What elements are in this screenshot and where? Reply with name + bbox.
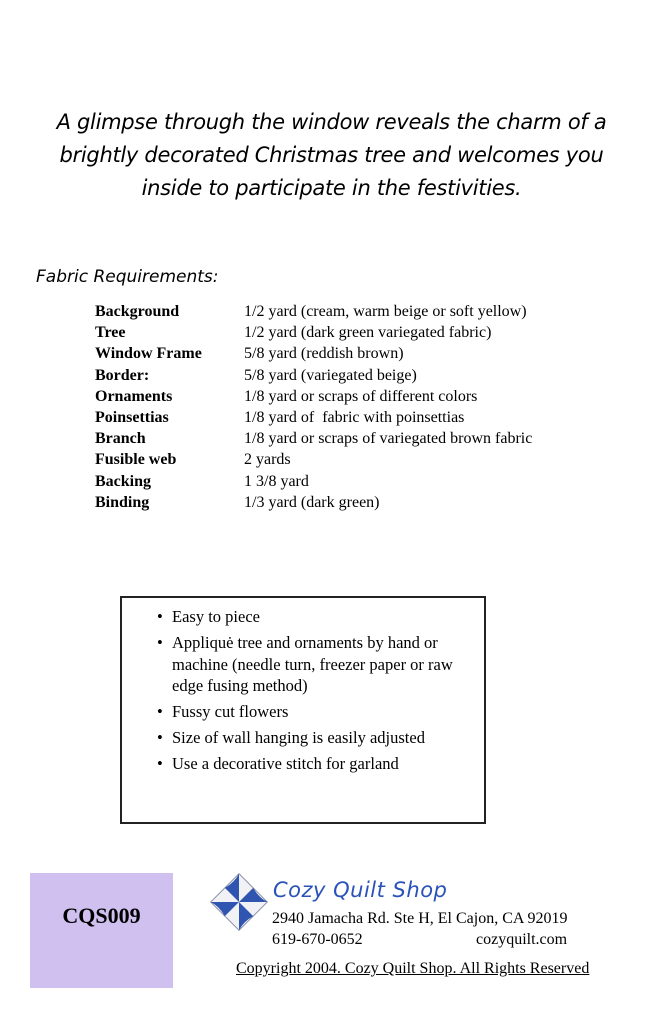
requirement-row	[95, 471, 532, 492]
requirement-amount: 2 yards	[244, 451, 291, 469]
pattern-code-box	[30, 873, 173, 988]
requirement-amount: 1/3 yard (dark green)	[244, 493, 380, 511]
requirement-row	[95, 407, 532, 428]
intro-line: brightly decorated Christmas tree and welcomes you	[59, 143, 604, 167]
requirement-name: Window Frame	[95, 345, 202, 363]
requirement-row	[95, 492, 532, 513]
fabric-requirements-heading: Fabric Requirements:	[36, 267, 219, 287]
requirement-row	[95, 343, 532, 364]
requirement-name: Binding	[95, 493, 150, 511]
requirement-row	[95, 322, 532, 343]
requirement-name: Tree	[95, 324, 126, 342]
requirement-amount: 1/8 yard or scraps of variegated brown fabric	[244, 430, 533, 448]
bullet-icon: •	[157, 633, 163, 652]
requirement-row	[95, 365, 532, 386]
intro-line: inside to participate in the festivities.	[141, 176, 522, 200]
shop-phone: 619-670-0652	[272, 931, 363, 948]
requirement-name: Border:	[95, 366, 150, 384]
shop-address: 2940 Jamacha Rd. Ste H, El Cajon, CA 92019	[272, 910, 568, 927]
copyright-notice: Copyright 2004. Cozy Quilt Shop. All Rights Reserved	[236, 960, 590, 977]
feature-item	[157, 606, 482, 628]
requirement-row	[95, 386, 532, 407]
requirement-name: Poinsettias	[95, 408, 169, 426]
requirement-name: Backing	[95, 472, 152, 490]
bullet-icon: •	[157, 754, 163, 773]
requirement-amount: 1/8 yard of fabric with poinsettias	[244, 408, 465, 426]
feature-item	[157, 727, 482, 749]
requirement-amount: 1 3/8 yard	[244, 472, 309, 490]
shop-name: Cozy Quilt Shop	[273, 878, 448, 902]
requirement-name: Branch	[95, 430, 146, 448]
feature-item	[157, 632, 482, 697]
requirement-name: Ornaments	[95, 387, 173, 405]
requirement-row	[95, 301, 532, 322]
requirement-amount: 1/2 yard (cream, warm beige or soft yellow)	[244, 303, 527, 320]
requirement-amount: 1/8 yard or scraps of different colors	[244, 387, 478, 405]
requirement-row	[95, 428, 532, 449]
requirement-name: Background	[95, 303, 180, 320]
feature-text: Use a decorative stitch for garland	[172, 754, 399, 773]
requirement-row	[95, 449, 532, 470]
feature-text: Size of wall hanging is easily adjusted	[172, 728, 425, 747]
intro-description	[20, 106, 643, 205]
feature-item	[157, 701, 482, 723]
intro-line: A glimpse through the window reveals the charm of a	[56, 110, 607, 134]
features-box	[120, 596, 486, 824]
bullet-icon: •	[157, 702, 163, 721]
requirement-amount: 5/8 yard (variegated beige)	[244, 366, 417, 384]
requirement-amount: 5/8 yard (reddish brown)	[244, 345, 404, 363]
bullet-icon: •	[157, 728, 163, 747]
features-list	[157, 606, 482, 779]
pinwheel-quilt-block-icon	[210, 873, 268, 931]
feature-text: Fussy cut flowers	[172, 702, 289, 721]
feature-item	[157, 753, 482, 775]
shop-website: cozyquilt.com	[476, 931, 568, 948]
pattern-code: CQS009	[62, 903, 141, 928]
feature-text: Easy to piece	[172, 607, 260, 626]
fabric-requirements-table	[95, 301, 532, 513]
requirement-name: Fusible web	[95, 451, 177, 469]
bullet-icon: •	[157, 607, 163, 626]
requirement-amount: 1/2 yard (dark green variegated fabric)	[244, 324, 492, 342]
feature-text: Appliquė tree and ornaments by hand or machine (needle turn, freezer paper or raw edge fusing method)	[172, 633, 453, 695]
